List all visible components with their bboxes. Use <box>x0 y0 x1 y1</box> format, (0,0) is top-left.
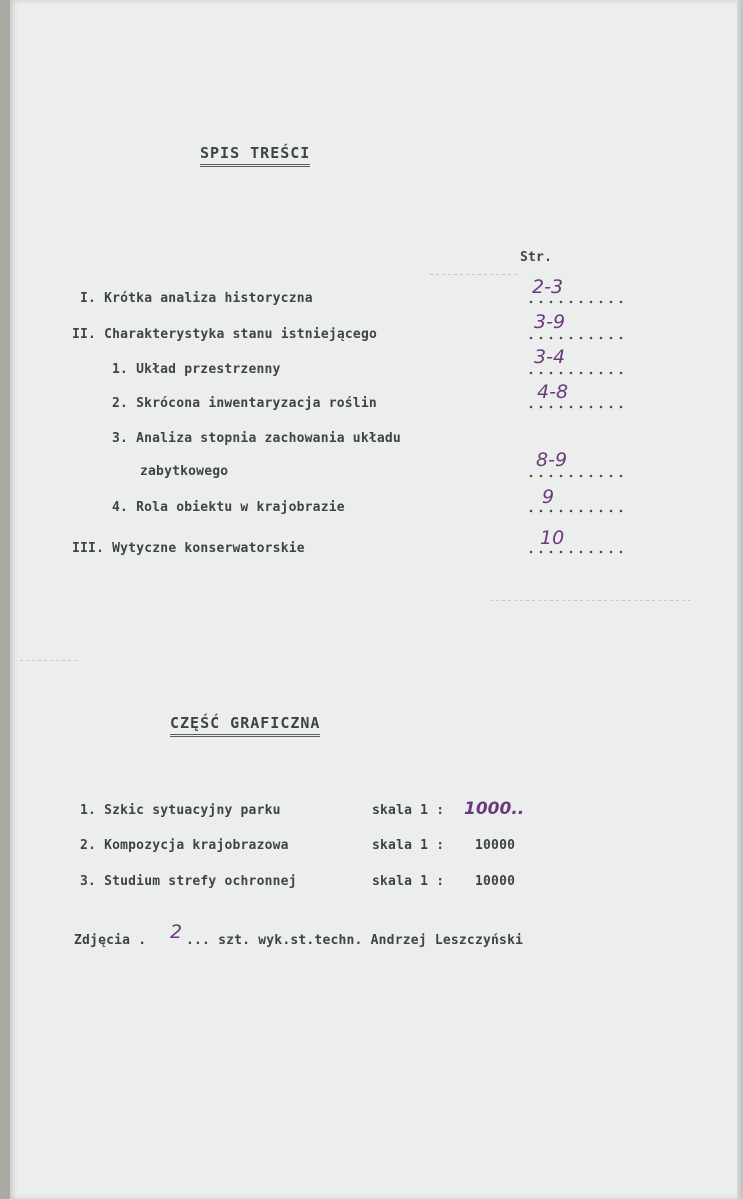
graphic-item-value: 10000 <box>475 874 516 889</box>
dot-leader <box>526 509 626 513</box>
toc-entry-text: 2. Skrócona inwentaryzacja roślin <box>112 396 377 411</box>
faint-rule <box>490 600 690 601</box>
page-column-label: Str. <box>520 250 553 265</box>
contents-title: SPIS TREŚCI <box>200 144 310 167</box>
toc-entry-text: II. Charakterystyka stanu istniejącego <box>72 327 378 342</box>
graphic-item-value: 1000.. <box>464 799 525 819</box>
graphic-title: CZĘŚĆ GRAFICZNA <box>170 714 320 737</box>
toc-entry-page: 8-9 <box>536 449 568 471</box>
document-page <box>10 0 743 1199</box>
graphic-item-text: 1. Szkic sytuacyjny parku <box>80 803 281 818</box>
toc-entry-text: I. Krótka analiza historyczna <box>80 291 313 306</box>
graphic-item-text: 3. Studium strefy ochronnej <box>80 874 297 889</box>
toc-entry-text: zabytkowego <box>140 464 229 479</box>
toc-entry-text: 1. Układ przestrzenny <box>112 362 281 377</box>
toc-entry-text: III. Wytyczne konserwatorskie <box>72 541 305 556</box>
graphic-item-scale: skala 1 : <box>372 838 445 853</box>
dot-leader <box>526 336 626 340</box>
toc-entry-page: 9 <box>542 486 555 508</box>
dot-leader <box>526 405 626 409</box>
photos-suffix: ... szt. wyk.st.techn. Andrzej Leszczyński <box>186 933 524 948</box>
photos-count: 2 <box>170 921 183 943</box>
dot-leader <box>526 371 626 375</box>
toc-entry-page: 2-3 <box>532 276 564 298</box>
faint-rule <box>20 660 80 661</box>
graphic-item-value: 10000 <box>475 838 516 853</box>
graphic-item-scale: skala 1 : <box>372 803 445 818</box>
page-edge <box>737 0 743 1199</box>
toc-entry-page: 3-9 <box>534 311 566 333</box>
dot-leader <box>526 550 626 554</box>
faint-rule <box>430 274 520 275</box>
graphic-item-text: 2. Kompozycja krajobrazowa <box>80 838 289 853</box>
dot-leader <box>526 300 626 304</box>
toc-entry-page: 3-4 <box>534 346 566 368</box>
toc-entry-text: 3. Analiza stopnia zachowania układu <box>112 431 401 446</box>
dot-leader <box>526 474 626 478</box>
toc-entry-page: 4-8 <box>537 381 569 403</box>
photos-prefix: Zdjęcia . <box>74 933 147 948</box>
graphic-item-scale: skala 1 : <box>372 874 445 889</box>
toc-entry-text: 4. Rola obiektu w krajobrazie <box>112 500 345 515</box>
toc-entry-page: 10 <box>540 527 565 549</box>
